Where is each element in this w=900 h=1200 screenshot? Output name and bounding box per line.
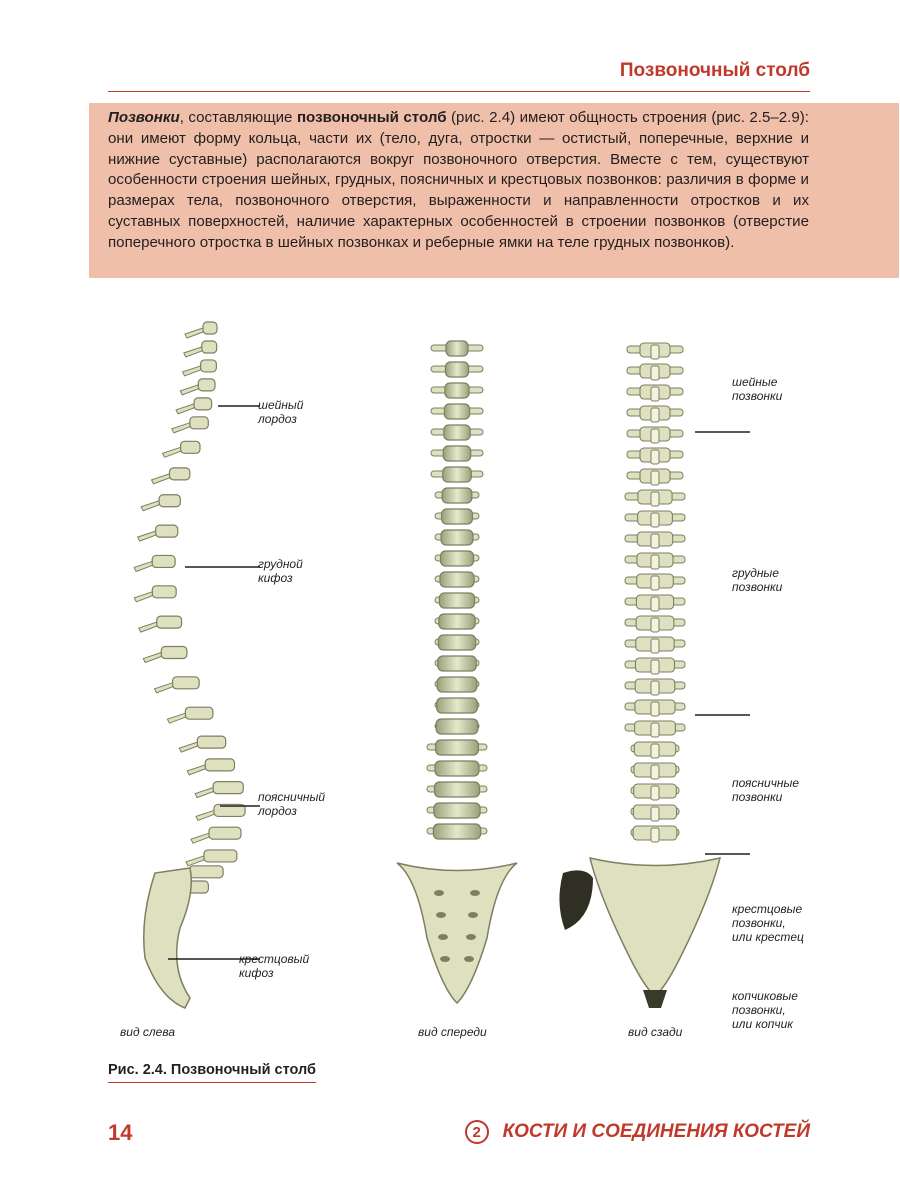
vertebra-body	[213, 782, 243, 794]
vertebra-body	[185, 707, 213, 719]
spinous-process	[176, 404, 194, 414]
sacral-foramen	[464, 956, 474, 962]
vertebra-body	[442, 488, 472, 503]
vertebra-body	[437, 698, 478, 713]
page-number: 14	[108, 1120, 133, 1145]
header-divider	[108, 91, 810, 92]
vertebra-body	[197, 736, 225, 748]
vertebra-body	[446, 341, 468, 356]
vertebra-body	[198, 379, 215, 391]
vertebra-body	[444, 425, 470, 440]
spinous-process	[651, 807, 659, 821]
label-sacral-vertebrae: крестцовые позвонки, или крестец	[732, 902, 804, 944]
vertebra-body	[433, 824, 480, 839]
vertebra-body	[435, 761, 479, 776]
spinous-process	[184, 347, 202, 357]
spinous-process	[180, 385, 198, 395]
view-back-label: вид сзади	[628, 1025, 683, 1039]
vertebra-body	[161, 646, 187, 658]
vertebra-body	[194, 398, 212, 410]
sacral-foramen	[438, 934, 448, 940]
spinous-process	[152, 474, 170, 484]
vertebra-body	[436, 719, 478, 734]
spinous-process	[163, 447, 181, 457]
vertebra-body	[438, 635, 475, 650]
label-coccygeal-vertebrae: копчиковые позвонки, или копчик	[732, 989, 798, 1031]
spinous-process	[651, 723, 659, 737]
spinous-process	[134, 592, 152, 602]
spinous-process	[195, 788, 213, 798]
spinous-process	[191, 833, 209, 843]
spinous-process	[185, 328, 203, 338]
vertebra-body	[439, 593, 474, 608]
vertebra-body	[152, 555, 175, 567]
spinous-process	[179, 742, 197, 752]
spinous-process	[651, 534, 659, 548]
spinous-process	[141, 501, 159, 511]
vertebra-body	[190, 417, 209, 429]
vertebra-body	[152, 586, 176, 598]
sacral-foramen	[468, 912, 478, 918]
vertebra-body	[181, 441, 200, 453]
vertebra-body	[440, 572, 474, 587]
vertebra-body	[437, 677, 477, 692]
spinous-process	[651, 408, 659, 422]
spinous-process	[651, 681, 659, 695]
iliac-fragment	[559, 870, 593, 930]
vertebra-body	[441, 551, 474, 566]
label-cervical-vertebrae: шейные позвонки	[732, 375, 783, 403]
spinous-process	[196, 810, 214, 820]
chapter-number-badge: 2	[465, 1120, 489, 1144]
vertebra-body	[443, 467, 472, 482]
vertebra-body	[444, 404, 469, 419]
vertebra-body	[209, 827, 241, 839]
spinous-process	[134, 561, 152, 571]
vertebra-body	[438, 656, 477, 671]
vertebra-body	[443, 446, 471, 461]
spinous-process	[138, 531, 156, 541]
spine-illustrations	[100, 318, 820, 1038]
spinous-process	[651, 660, 659, 674]
spinous-process	[651, 471, 659, 485]
spine-figure	[100, 318, 820, 1038]
spinous-process	[651, 345, 659, 359]
spinous-process	[172, 423, 190, 433]
sacral-foramen	[440, 956, 450, 962]
vertebra-body	[173, 677, 200, 689]
intro-term: Позвонки	[108, 109, 180, 126]
sacrum-posterior	[590, 858, 720, 996]
spinous-process	[651, 744, 659, 758]
label-lumbar-lordosis: поясничный лордоз	[258, 790, 326, 818]
spinous-process	[651, 387, 659, 401]
spinous-process	[167, 713, 185, 723]
vertebra-body	[434, 803, 480, 818]
spinous-process	[651, 576, 659, 590]
vertebra-body	[159, 495, 180, 507]
vertebra-body	[436, 740, 479, 755]
spinous-process	[651, 828, 659, 842]
spine-posterior-view	[559, 343, 720, 1008]
sacrum-lateral	[144, 868, 192, 1008]
vertebra-body	[439, 614, 475, 629]
spinous-process	[651, 555, 659, 569]
spinous-process	[187, 765, 205, 775]
vertebra-body	[442, 509, 473, 524]
sacral-foramen	[470, 890, 480, 896]
label-lumbar-vertebrae: поясничные позвонки	[732, 776, 800, 804]
vertebra-body	[156, 525, 178, 537]
spine-lateral-view	[134, 322, 245, 1008]
section-title: Позвоночный столб	[619, 60, 810, 81]
chapter-title: КОСТИ И СОЕДИНЕНИЯ КОСТЕЙ	[502, 1121, 810, 1142]
spinous-process	[651, 513, 659, 527]
view-left-label: вид слева	[120, 1025, 176, 1039]
spinous-process	[651, 786, 659, 800]
vertebra-body	[189, 866, 223, 878]
vertebra-body	[434, 782, 479, 797]
spinous-process	[651, 450, 659, 464]
vertebra-body	[204, 850, 237, 862]
spinous-process	[651, 618, 659, 632]
spinous-process	[139, 622, 157, 632]
spinous-process	[651, 597, 659, 611]
spinous-process	[651, 639, 659, 653]
vertebra-body	[203, 322, 217, 334]
spinous-process	[186, 856, 204, 866]
intro-text-box	[89, 103, 899, 278]
vertebra-body	[445, 362, 468, 377]
figure-caption: Рис. 2.4. Позвоночный столб	[108, 1062, 316, 1083]
view-front-label: вид спереди	[418, 1025, 487, 1039]
spine-anterior-view	[397, 341, 517, 1003]
label-sacral-kyphosis: крестцовый кифоз	[239, 952, 310, 980]
sacral-foramen	[434, 890, 444, 896]
sacral-foramen	[436, 912, 446, 918]
coccyx	[643, 990, 667, 1008]
label-thoracic-vertebrae: грудные позвонки	[732, 566, 783, 594]
vertebra-body	[445, 383, 469, 398]
spinous-process	[651, 366, 659, 380]
intro-part1: , составляющие	[179, 109, 297, 126]
label-thoracic-kyphosis: грудной кифоз	[258, 557, 303, 585]
spinous-process	[651, 492, 659, 506]
intro-part2: (рис. 2.4) имеют общность строения (рис. 2.5–2.9): они имеют форму кольца, части их (тело, дуга, отростки — остистый, поперечные, верхние и нижние суставные) располагаются вокруг позвоночного отверстия. Вместе с тем, существуют особенности строения шейных, грудных, поясничных и крестцовых позвонков: различия в форме и размерах тела, позвоночного отверстия, выраженности и направленности отростков и их суставных поверхностей, наличие характерных особенностей в строении позвонков (отверстие поперечного отростка в шейных позвонках и реберные ямки на теле грудных позвонков).	[108, 109, 809, 251]
spinous-process	[155, 683, 173, 693]
vertebra-body	[441, 530, 473, 545]
vertebra-body	[201, 360, 217, 372]
vertebra-body	[170, 468, 190, 480]
intro-term2: позвоночный столб	[296, 109, 447, 126]
sacral-foramen	[466, 934, 476, 940]
chapter-footer	[465, 1120, 810, 1144]
spinous-process	[651, 702, 659, 716]
spinous-process	[183, 366, 201, 376]
label-cervical-lordosis: шейный лордоз	[258, 398, 304, 426]
spinous-process	[651, 765, 659, 779]
vertebra-body	[205, 759, 234, 771]
vertebra-body	[202, 341, 217, 353]
vertebra-body	[157, 616, 182, 628]
spinous-process	[651, 429, 659, 443]
spinous-process	[143, 652, 161, 662]
sacrum-anterior	[397, 863, 517, 1003]
